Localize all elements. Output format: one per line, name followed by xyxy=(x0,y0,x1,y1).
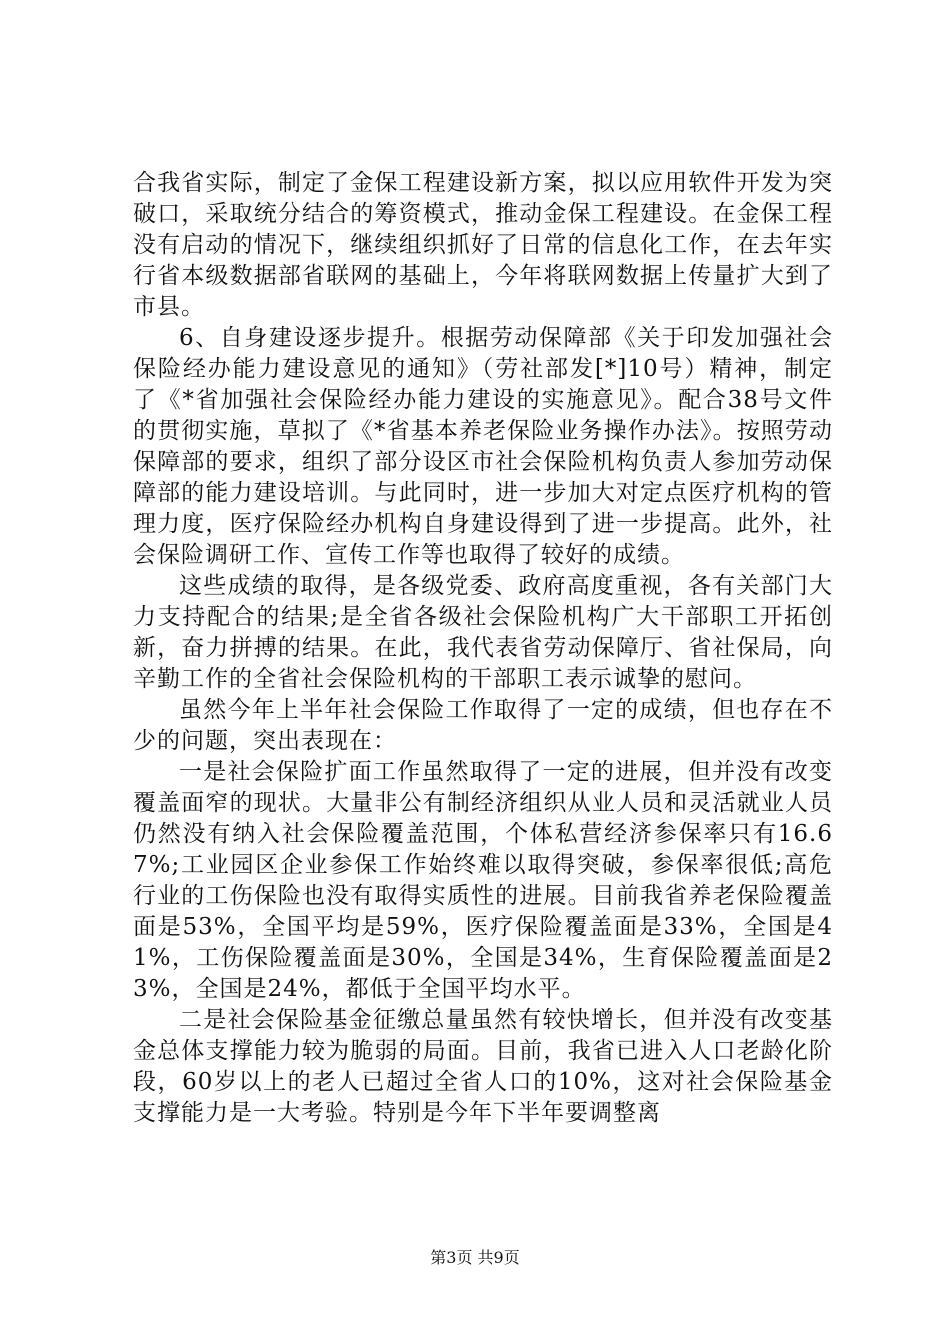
paragraph-self-building: 6、自身建设逐步提升。根据劳动保障部《关于印发加强社会保险经办能力建设意见的通知》（劳社部发[*]10号）精神，制定了《*省加强社会保险经办能力建设的实施意见》。配合38号文件的贯彻实施，草拟了《*省基本养老保险业务操作办法》。按照劳动保障部的要求，组织了部分设区市社会保险机构负责人参加劳动保障部的能力建设培训。与此同时，进一步加大对定点医疗机构的管理力度，医疗保险经办机构自身建设得到了进一步提高。此外，社会保险调研工作、宣传工作等也取得了较好的成绩。 xyxy=(133,325,833,568)
paragraph-achievements: 这些成绩的取得，是各级党委、政府高度重视，各有关部门大力支持配合的结果;是全省各级社会保险机构广大干部职工开拓创新，奋力拼搏的结果。在此，我代表省劳动保障厅、省社保局，向辛勤工作的全省社会保险机构的干部职工表示诚挚的慰问。 xyxy=(133,573,833,692)
paragraph-problem-one: 一是社会保险扩面工作虽然取得了一定的进展，但并没有改变覆盖面窄的现状。大量非公有制经济组织从业人员和灵活就业人员仍然没有纳入社会保险覆盖范围，个体私营经济参保率只有16.67%;工业园区企业参保工作始终难以取得突破，参保率很低;高危行业的工伤保险也没有取得实质性的进展。目前我省养老保险覆盖面是53%，全国平均是59%，医疗保险覆盖面是33%，全国是41%，工伤保险覆盖面是30%，全国是34%，生育保险覆盖面是23%，全国是24%，都低于全国平均水平。 xyxy=(133,759,833,1002)
document-body xyxy=(133,168,833,1129)
paragraph-problems-intro: 虽然今年上半年社会保险工作取得了一定的成绩，但也存在不少的问题，突出表现在： xyxy=(133,697,833,754)
paragraph-continued: 合我省实际，制定了金保工程建设新方案，拟以应用软件开发为突破口，采取统分结合的筹资模式，推动金保工程建设。在金保工程没有启动的情况下，继续组织抓好了日常的信息化工作，在去年实行省本级数据部省联网的基础上，今年将联网数据上传量扩大到了市县。 xyxy=(133,170,833,320)
page-footer: 第3页 共9页 xyxy=(430,1248,520,1267)
paragraph-problem-two: 二是社会保险基金征缴总量虽然有较快增长，但并没有改变基金总体支撑能力较为脆弱的局面。目前，我省已进入人口老龄化阶段，60岁以上的老人已超过全省人口的10%，这对社会保险基金支撑能力是一大考验。特别是今年下半年要调整离 xyxy=(133,1007,833,1126)
